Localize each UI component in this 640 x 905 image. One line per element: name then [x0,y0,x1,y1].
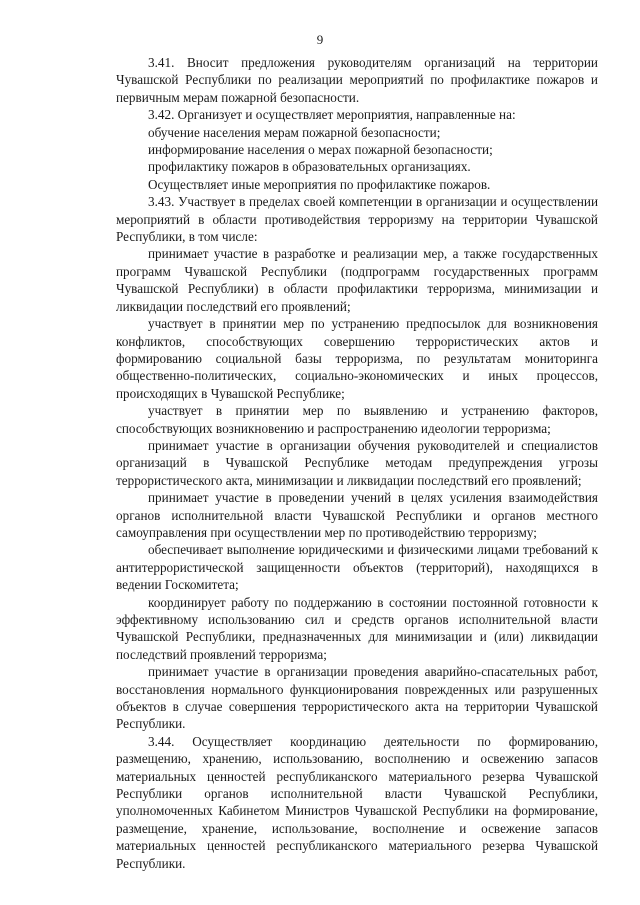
page-number: 9 [316,32,324,47]
list-item: информирование населения о мерах пожарной безопасности; [148,142,493,158]
paragraph-3-42: 3.42. Организует и осуществляет мероприятия, направленные на: [148,107,516,123]
list-item: обеспечивает выполнение юридическими и физическими лицами требований к антитеррористической защищенности объектов (территорий), находящихся в ведении Госкомитета; [116,542,598,593]
paragraph-other-measures: Осуществляет иные мероприятия по профилактике пожаров. [148,176,491,192]
list-item: координирует работу по поддержанию в состоянии постоянной готовности к эффективному использованию сил и средств органов исполнительной власти Чувашской Республики, предназначенных для минимизации и (или) ликвидации последствий проявлений терроризма; [116,594,598,662]
document-body [116,54,598,872]
paragraph-3-41: 3.41. Вносит предложения руководителям организаций на территории Чувашской Республики по реализации мероприятий по профилактике пожаров и первичным мерам пожарной безопасности. [116,55,598,105]
paragraph-3-43: 3.43. Участвует в пределах своей компетенции в организации и осуществлении мероприятий в области противодействия терроризму на территории Чувашской Республики, в том числе: [116,194,598,245]
list-item: принимает участие в проведении учений в целях усиления взаимодействия органов исполнительной власти Чувашской Республики и органов местного самоуправления при осуществлении мер по противодействию терроризму; [116,490,598,540]
paragraph-3-44: 3.44. Осуществляет координацию деятельности по формированию, размещению, хранению, использованию, восполнению и освежению запасов материальных ценностей республиканского материального резерва Чувашской Республики органов исполнительной власти Чувашской Республики, уполномоченных Кабинетом Министров Чувашской Республики на формирование, размещение, хранение, использование, восполнение и освежение запасов материальных ценностей республиканского материального резерва Чувашской Республики. [116,733,598,871]
list-item: принимает участие в разработке и реализации мер, а также государственных программ Чувашской Республики (подпрограмм государственных программ Чувашской Республики) в области профилактики терроризма, минимизации и ликвидации последствий его проявлений; [116,246,598,314]
list-item: профилактику пожаров в образовательных организациях. [148,159,471,175]
list-item: обучение населения мерам пожарной безопасности; [148,124,441,140]
list-item: участвует в принятии мер по устранению предпосылок для возникновения конфликтов, способствующих совершению террористических актов и формированию социальной базы терроризма, по результатам мониторинга общественно-политических, социально-экономических и иных процессов, происходящих в Чувашской Республике; [116,316,598,401]
list-item: принимает участие в организации обучения руководителей и специалистов организаций в Чувашской Республике методам предупреждения угрозы террористического акта, минимизации и ликвидации последствий его проявлений; [116,437,598,488]
list-item: участвует в принятии мер по выявлению и устранению факторов, способствующих возникновению и распространению идеологии терроризма; [116,403,598,436]
list-item: принимает участие в организации проведения аварийно-спасательных работ, восстановления нормального функционирования поврежденных или разрушенных объектов в случае совершения террористического акта на территории Чувашской Республики. [116,664,598,732]
